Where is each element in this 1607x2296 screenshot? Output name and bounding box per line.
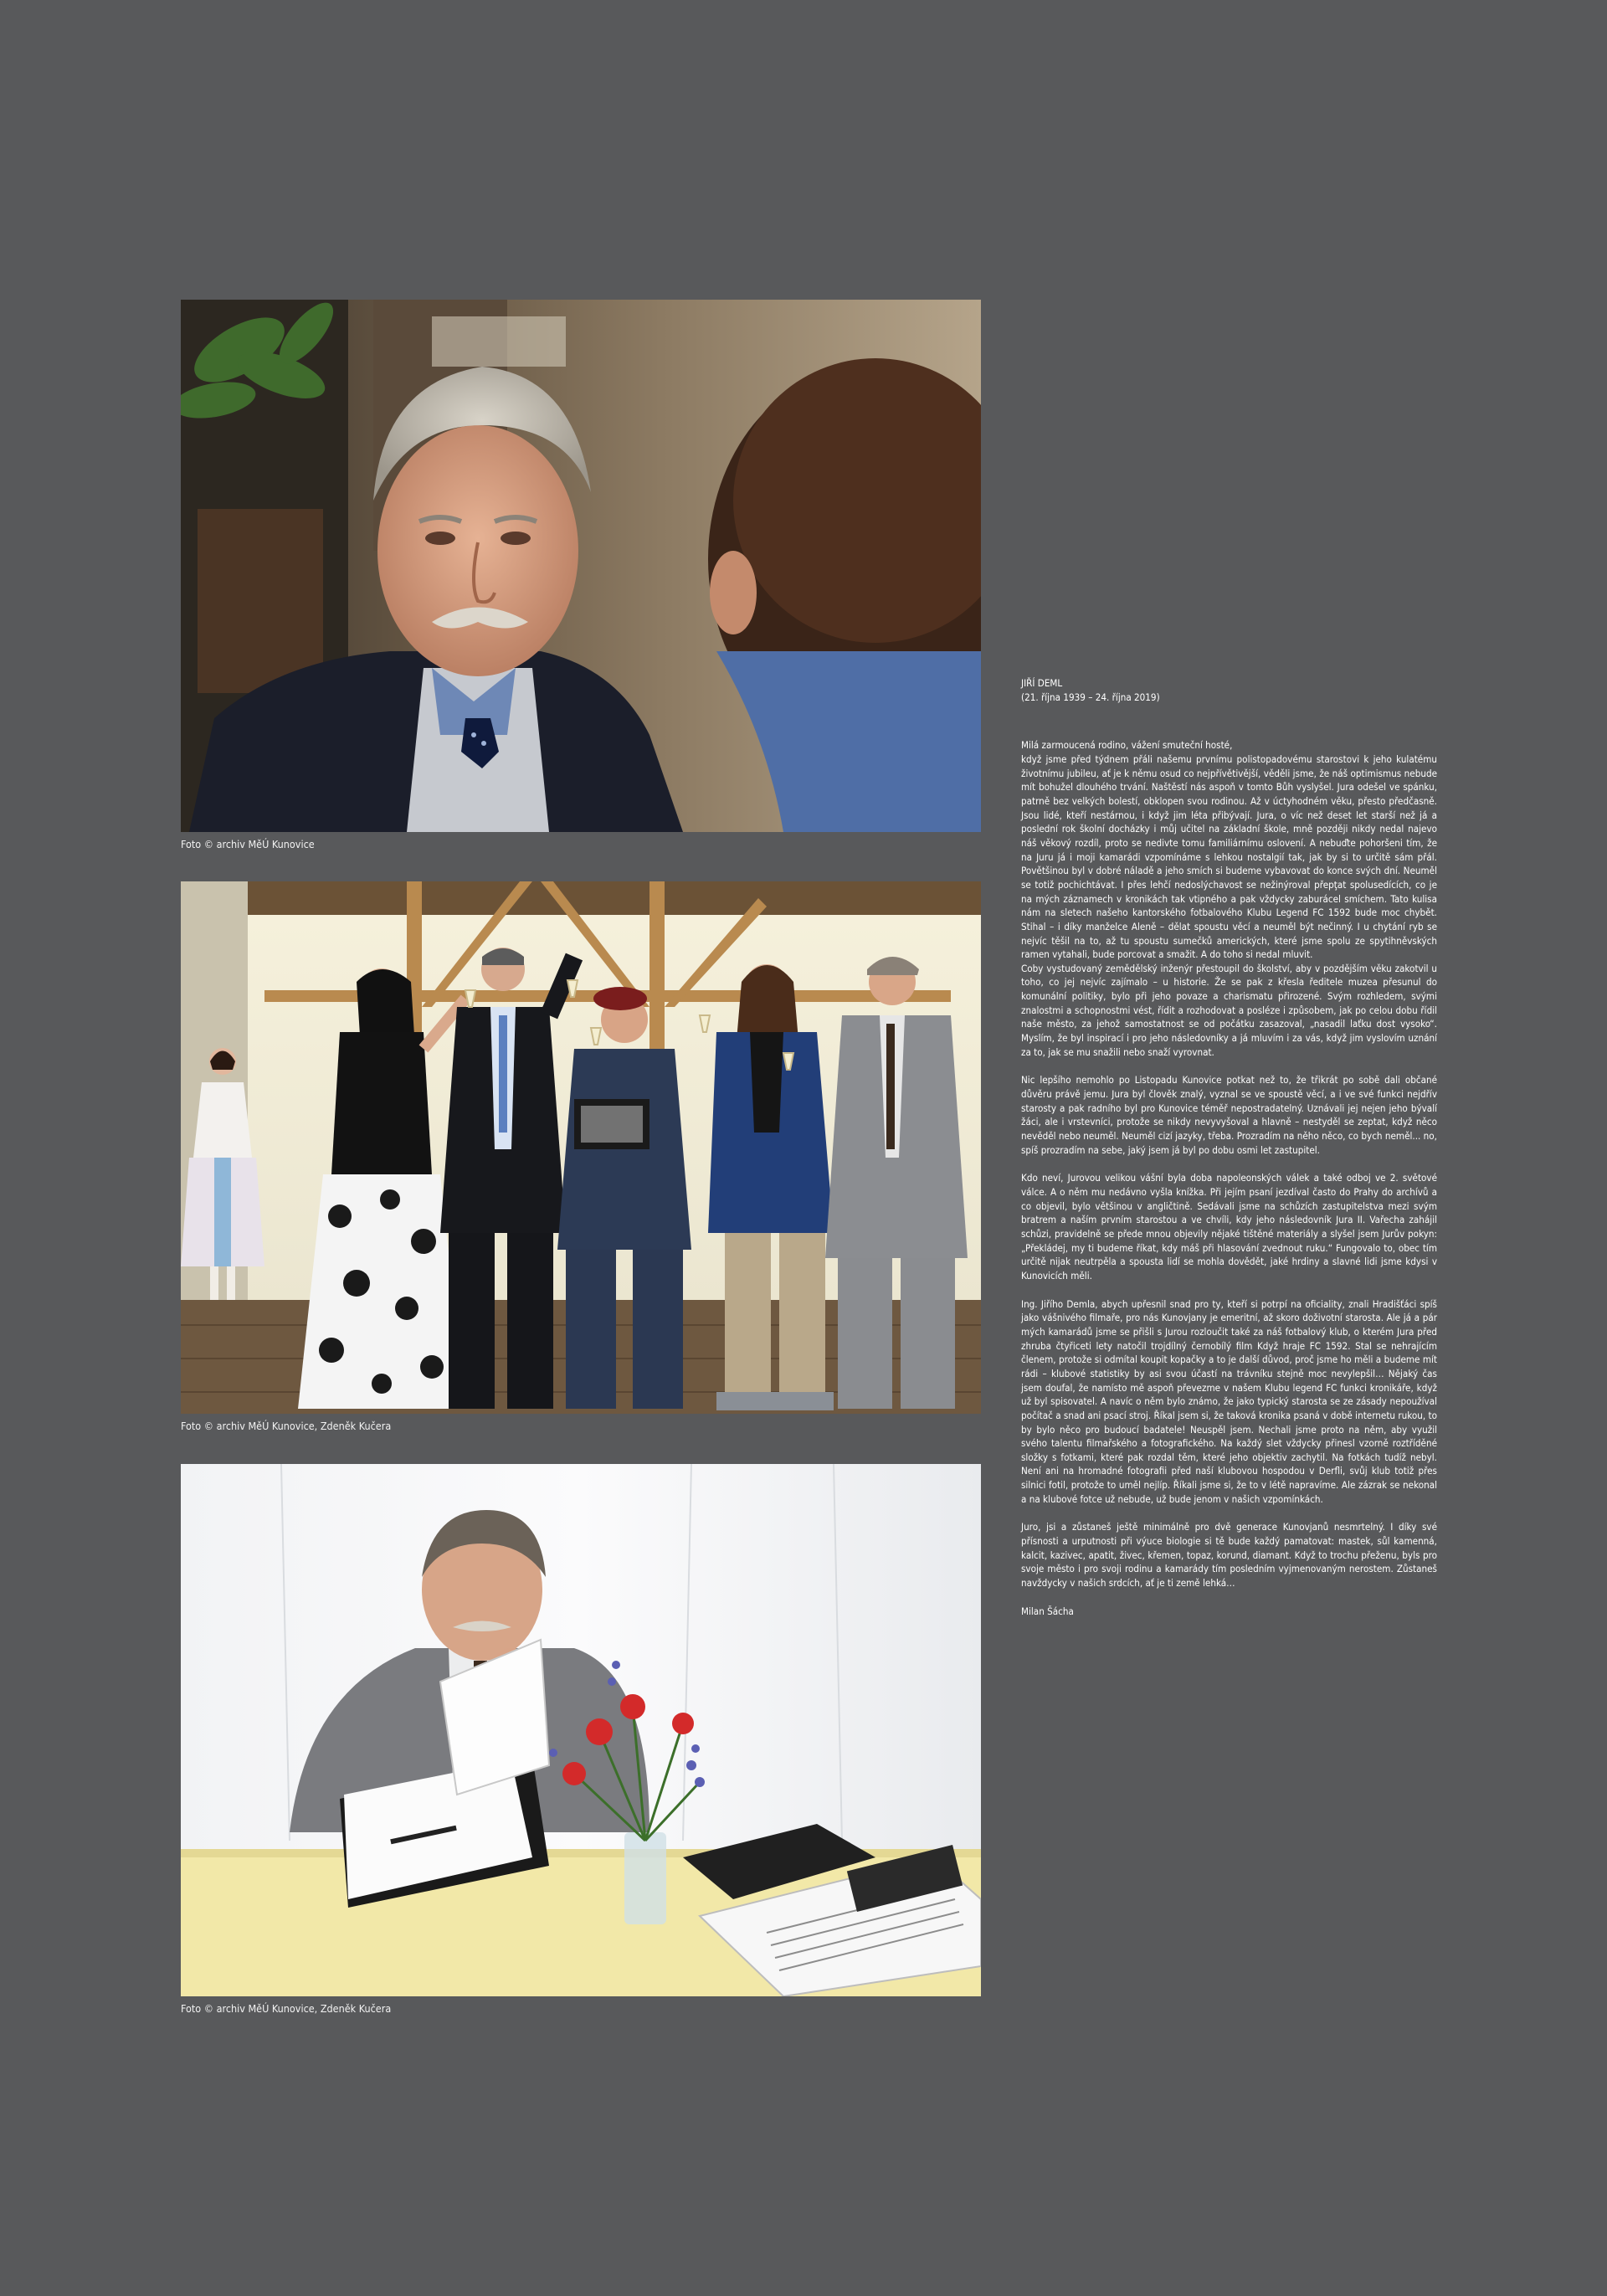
photo-group-toast [181,881,981,1414]
photo-caption: Foto © archiv MěÚ Kunovice, Zdeněk Kučera [181,2002,392,2015]
photo-caption: Foto © archiv MěÚ Kunovice, Zdeněk Kučera [181,1420,392,1432]
article-dates: (21. října 1939 – 24. října 2019) [1021,691,1160,703]
article-paragraph: Milá zarmoucená rodino, vážení smuteční hosté, když jsme před týdnem přáli našemu prvnímu polistopadovému starostovi k jeho kulatému životnímu jubileu, ať je k němu osud co nejpřívětivější, věděli jsme, že náš optimismus nebude mít bohužel dlouhého trvání. Naštěstí nás aspoň v tomto Bůh vyslyšel. Jura odešel ve spánku, patrně bez velkých bolestí, obklopen svou rodinou. Až v úctyhodném věku, přesto předčasně. Jsou lidé, kteří nestárnou, i když jim léta přibývají. Jura, o víc než deset let starší než já a poslední rok školní docházky i můj učitel na základní škole, mně později nikdy nedal najevo náš věkový rozdíl, proto se nedivte tomu familiárnímu oslovení. A nebuďte pohoršeni tím, že na Juru já i moji kamarádi vzpomínáme s lehkou nostalgií tak, jak by si to určitě sám přál. Povětšinou byl v dobré náladě a jeho smích si budeme vybavovat do konce svých dní. Neuměl se totiž pochichtávat. I přes lehčí nedoslýchavost se nežinýroval přepţat spolusedících, co je na mých záznamech v kronikách tak vtipného a pak vždycky zaburácel smíchem. Tato kulisa nám na sletech našeho kantorského fotbalového Klubu Legend FC 1592 bude moc chybět. Stihal – i díky manželce Aleně – dělat spoustu věcí a neuměl být nečinný. I u chytání ryb se nejvíc těšil na to, až tu spoustu sumečků amerických, které jsme spolu ze spytihněvských ramen vytahali, bude porcovat a smažit. A do toho si nedal mluvit. Coby vystudovaný zemědělský inženýr přestoupil do školství, aby v pozdějším věku zakotvil u toho, co jej nejvíc zajímalo – u historie. Že se pak z křesla ředitele muzea přesunul do komunální politiky, bylo při jeho povaze a charismatu přirozené. Svým rozhledem, svými znalostmi a schopnostmi vést, řídit a rozhodovat a posléze i způsobem, jak po celou dobu řídil naše město, za jehož samostatnost se od počátku zasazoval, „nasadil laťku dost vysoko“. Myslím, že byl inspirací i pro jeho následovníky a já mluvím i za vás, když jim vyslovím uznání za to, jak se mu snažili nebo snaží vyrovnat. [1021,739,1437,1058]
photo-portrait [181,300,981,832]
photo-group-toast-image [181,881,981,1414]
article-paragraph: Nic lepšího nemohlo po Listopadu Kunovice potkat než to, že třikrát po sobě dali občané důvěru právě jemu. Jura byl člověk znalý, vyznal se ve spoustě věcí, a i ve své funkci nejdřív starosty a pak radního byl pro Kunovice téměř nepostradatelný. Uznávali jej nejen jeho bývalí žáci, ale i vrstevníci, protože se nikdy nevyvyšoval a hlavně – nestyděl se zeptat, když něco nevěděl nebo neuměl. Neuměl cizí jazyky, třeba. Prozradím na něho něco, co bych neměl... no, spíš prozradím na sebe, jaký jsem já byl po dobu osmi let zastupitel. [1021,1074,1437,1156]
photo-portrait-image [181,300,981,832]
article-paragraph: Kdo neví, Jurovou velikou vášní byla doba napoleonských válek a také odboj ve 2. světové válce. A o něm mu nedávno vyšla knížka. Při jejím psaní jezdíval často do Prahy do archívů a co objevil, bylo většinou v angličtině. Sedávali jsme na schůzích zastupitelstva mezi svým bratrem a naším prvním starostou a ve chvíli, kdy jeho následovník Jura II. Vařecha zahájil schůzi, pravidelně se přede mnou objevily nějaké tištěné materiály a slyšel jsem Jurův pokyn: „Překládej, my ti budeme říkat, kdy máš při hlasování zvednout ruku.“ Fungovalo to, obec tím určitě nijak neutrpěla a spousta lidí se mohla dovědět, jaké hrdiny a slavné lidi jsme kdysi v Kunovicích měli. [1021,1172,1437,1282]
photo-book-signing-image [181,1464,981,1996]
article-name: JIŘÍ DEML [1021,677,1063,689]
article-paragraph: Juro, jsi a zůstaneš ještě minimálně pro dvě generace Kunovjanů nesmrtelný. I díky své přísnosti a urputnosti při výuce biologie si tě bude každý pamatovat: mastek, sůl kamenná, kalcit, kazivec, apatit, živec, křemen, topaz, korund, diamant. Když to trochu přeženu, byls pro svoje město i pro svoji rodinu a kamarády tím posledním vyjmenovaným nerostem. Zůstaneš navždycky v našich srdcích, ať je ti země lehká… [1021,1521,1437,1590]
article-paragraph: Ing. Jiřího Demla, abych upřesnil snad pro ty, kteří si potrpí na oficiality, znali Hradišťáci spíš jako vášnivého filmaře, pro nás Kunovjany je emeritní, až skoro doživotní starosta. Ale já a pár mých kamarádů jsme se přišli s Jurou rozloučit také za náš fotbalový klub, o kterém Jura před zhruba čtyřiceti lety natočil trojdílný černobílý film Když hraje FC 1592. Stal se nehrajícím členem, protože si odmítal koupit kopačky a to je další důvod, proč jsme ho měli a budeme mít rádi – klubové statistiky by asi svou účastí na trávníku stejně moc nevylepšil… Nějaký čas jsem doufal, že namísto mě aspoň převezme v našem Klubu legend FC funkci kronikáře, když už byl spisovatel. A navíc o něm bylo známo, že jako typický starosta se ze zásady nepoužíval počítač a snad ani psací stroj. Říkal jsem si, že taková kronika psaná v době internetu rukou, to by bylo něco pro budoucí badatele! Neuspěl jsem. Nechali jsme proto na něm, aby využil svého talentu filmařského a fotografického. Na každý slet vždycky přinesl vzorně roztříděné složky s fotkami, které pak rozdal těm, které jeho objektiv zachytil. Na fotkách tudíž nebyl. Není ani na hromadné fotografii před naší klubovou hospodou v Derfli, svůj klub totiž přes silnici fotil, protože to uměl nejlíp. Říkali jsme si, že to v létě napravíme. Ale zázrak se nekonal a na klubové fotce už nebude, už bude jenom v našich vzpomínkách. [1021,1297,1437,1505]
article-text-column [1021,676,1437,1618]
photo-caption: Foto © archiv MěÚ Kunovice [181,838,315,850]
photo-book-signing [181,1464,981,1996]
article-signature: Milan Šácha [1021,1605,1074,1617]
